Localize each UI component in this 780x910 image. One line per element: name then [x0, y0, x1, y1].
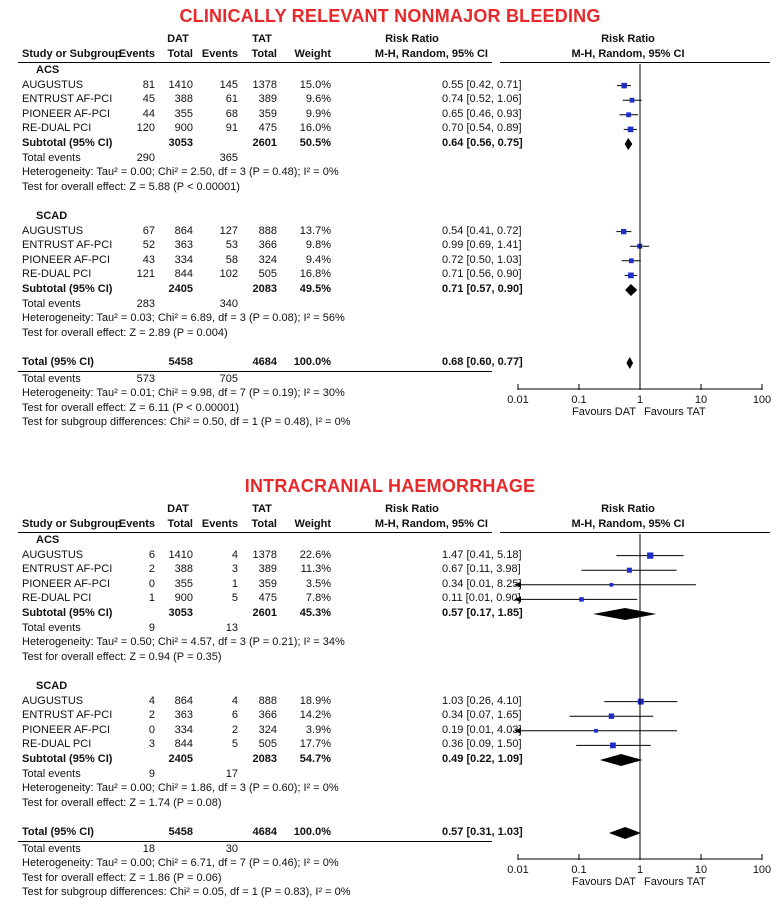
dat-events: 45	[142, 93, 155, 106]
study-weight: 7.8%	[305, 592, 331, 605]
total-events-dat: 283	[136, 297, 155, 310]
study-risk-ratio: 0.55 [0.42, 0.71]	[442, 78, 522, 91]
dat-events: 44	[142, 107, 155, 120]
total-diamond	[626, 357, 633, 369]
dat-total: 388	[174, 93, 193, 106]
dat-total: 363	[174, 239, 193, 252]
total-events-label: Total events	[22, 842, 81, 855]
study-name: AUGUSTUS	[22, 548, 84, 561]
x-tick-label: 1	[636, 394, 644, 406]
tat-total: 888	[258, 224, 277, 237]
x-tick-label: 0.1	[571, 394, 587, 406]
subtotal-dat-total: 2405	[168, 753, 193, 765]
total-events-label: Total events	[22, 621, 81, 634]
total-weight: 100.0%	[293, 356, 331, 368]
header-dat-total: Total	[167, 48, 193, 60]
subgroup-heading: ACS	[36, 534, 60, 546]
study-risk-ratio: 0.34 [0.01, 8.25]	[442, 577, 522, 590]
subtotal-tat-total: 2083	[252, 283, 277, 295]
tat-total: 1378	[252, 548, 277, 561]
header-dat-events: Events	[118, 518, 155, 530]
tat-total: 888	[258, 694, 277, 707]
study-weight: 9.9%	[305, 107, 331, 120]
dat-total: 844	[174, 738, 193, 751]
heterogeneity-text: Heterogeneity: Tau² = 0.00; Chi² = 2.50, df = 3 (P = 0.48); I² = 0%	[22, 166, 339, 179]
header-study: Study or Subgroup	[22, 48, 122, 60]
study-name: PIONEER AF-PCI	[22, 107, 111, 120]
overall-effect-text: Test for overall effect: Z = 6.11 (P < 0.00001)	[22, 401, 240, 414]
subtotal-risk-ratio: 0.64 [0.56, 0.75]	[442, 137, 523, 149]
study-name: RE-DUAL PCI	[22, 738, 92, 751]
total-label: Total (95% CI)	[22, 826, 94, 838]
study-name: ENTRUST AF-PCI	[22, 239, 113, 252]
total-label: Total (95% CI)	[22, 356, 94, 368]
tat-total: 475	[258, 592, 277, 605]
header-dat-events: Events	[118, 48, 155, 60]
study-weight: 11.3%	[300, 563, 331, 576]
study-name: ENTRUST AF-PCI	[22, 93, 113, 106]
dat-events: 2	[148, 709, 155, 722]
header-tat: TAT	[252, 33, 272, 45]
study-estimate-square	[629, 258, 634, 263]
study-weight: 15.0%	[299, 78, 331, 91]
forest-plot-svg	[0, 470, 780, 910]
subtotal-dat-total: 2405	[168, 283, 193, 295]
study-weight: 16.8%	[299, 268, 331, 281]
heterogeneity-text: Heterogeneity: Tau² = 0.50; Chi² = 4.57, df = 3 (P = 0.21); I² = 34%	[22, 636, 345, 649]
header-weight: Weight	[294, 518, 331, 530]
chart-title: CLINICALLY RELEVANT NONMAJOR BLEEDING	[179, 6, 601, 26]
study-name: AUGUSTUS	[22, 224, 84, 237]
study-risk-ratio: 0.74 [0.52, 1.06]	[442, 93, 522, 106]
study-risk-ratio: 0.70 [0.54, 0.89]	[442, 122, 522, 135]
tat-total: 324	[258, 253, 277, 266]
dat-total: 1410	[168, 78, 193, 91]
total-tat-total: 4684	[252, 826, 277, 838]
study-weight: 16.0%	[299, 122, 331, 135]
tat-total: 505	[258, 738, 277, 751]
dat-total: 334	[174, 253, 193, 266]
subtotal-tat-total: 2601	[252, 607, 277, 619]
tat-total: 366	[258, 239, 277, 252]
tat-total: 475	[258, 122, 277, 135]
forest-panel-1	[0, 0, 780, 440]
study-risk-ratio: 1.47 [0.41, 5.18]	[442, 548, 522, 561]
forest-panel-2	[0, 470, 780, 910]
tat-events: 68	[225, 107, 238, 120]
header-tat-total: Total	[251, 48, 277, 60]
tat-total: 366	[258, 709, 277, 722]
study-risk-ratio: 0.65 [0.46, 0.93]	[442, 107, 522, 120]
dat-events: 4	[148, 694, 155, 707]
dat-events: 52	[142, 239, 155, 252]
subgroup-differences-text: Test for subgroup differences: Chi² = 0.50, df = 1 (P = 0.48), I² = 0%	[22, 416, 351, 429]
header-rr-method-plot: M-H, Random, 95% CI	[571, 48, 685, 60]
tat-events: 53	[225, 239, 238, 252]
tat-total: 505	[258, 268, 277, 281]
study-weight: 9.6%	[305, 93, 331, 106]
study-estimate-square	[627, 568, 632, 573]
total-events-tat: 30	[225, 842, 238, 855]
favours-left-label: Favours DAT	[572, 876, 636, 888]
subtotal-label: Subtotal (95% CI)	[22, 753, 113, 765]
study-risk-ratio: 0.72 [0.50, 1.03]	[442, 253, 522, 266]
tat-total: 359	[258, 577, 277, 590]
dat-total: 844	[174, 268, 193, 281]
heterogeneity-text: Heterogeneity: Tau² = 0.00; Chi² = 1.86, df = 3 (P = 0.60); I² = 0%	[22, 782, 339, 795]
study-name: AUGUSTUS	[22, 694, 84, 707]
subtotal-weight: 54.7%	[299, 753, 331, 765]
tat-events: 1	[231, 577, 238, 590]
tat-total: 324	[258, 723, 277, 736]
subtotal-weight: 49.5%	[299, 283, 331, 295]
tat-events: 127	[219, 224, 238, 237]
tat-total: 389	[258, 93, 277, 106]
study-name: RE-DUAL PCI	[22, 592, 92, 605]
study-risk-ratio: 1.03 [0.26, 4.10]	[442, 694, 522, 707]
dat-events: 0	[148, 723, 155, 736]
heterogeneity-text: Heterogeneity: Tau² = 0.00; Chi² = 6.71, df = 7 (P = 0.46); I² = 0%	[22, 857, 339, 870]
tat-events: 6	[231, 709, 238, 722]
x-tick-label: 0.01	[507, 864, 529, 876]
subtotal-risk-ratio: 0.57 [0.17, 1.85]	[442, 607, 523, 619]
dat-total: 334	[174, 723, 193, 736]
subtotal-label: Subtotal (95% CI)	[22, 607, 113, 619]
study-estimate-square	[579, 597, 584, 602]
study-name: PIONEER AF-PCI	[22, 577, 111, 590]
subtotal-diamond	[625, 284, 637, 296]
study-estimate-square	[610, 743, 616, 749]
study-risk-ratio: 0.34 [0.07, 1.65]	[442, 709, 522, 722]
total-events-dat: 18	[142, 842, 155, 855]
total-tat-total: 4684	[252, 356, 277, 368]
overall-effect-text: Test for overall effect: Z = 1.86 (P = 0.06)	[22, 871, 222, 884]
subgroup-heading: SCAD	[36, 680, 68, 692]
tat-events: 5	[231, 592, 238, 605]
total-dat-total: 5458	[168, 826, 193, 838]
overall-effect-text: Test for overall effect: Z = 5.88 (P < 0.00001)	[22, 180, 240, 193]
dat-events: 6	[148, 548, 155, 561]
study-weight: 3.5%	[305, 577, 331, 590]
heterogeneity-text: Heterogeneity: Tau² = 0.01; Chi² = 9.98, df = 7 (P = 0.19); I² = 30%	[22, 387, 345, 400]
study-weight: 18.9%	[299, 694, 331, 707]
total-events-tat: 705	[219, 372, 238, 385]
forest-plot-svg	[0, 0, 780, 440]
subtotal-diamond	[625, 138, 633, 150]
header-dat: DAT	[167, 33, 189, 45]
study-estimate-square	[647, 552, 653, 558]
study-estimate-square	[621, 229, 626, 234]
header-rr-method-plot: M-H, Random, 95% CI	[571, 518, 685, 530]
study-estimate-square	[594, 729, 598, 733]
subtotal-diamond	[593, 608, 656, 620]
total-risk-ratio: 0.57 [0.31, 1.03]	[442, 826, 523, 838]
study-weight: 9.4%	[305, 253, 331, 266]
study-weight: 14.2%	[299, 709, 331, 722]
tat-events: 58	[225, 253, 238, 266]
study-estimate-square	[628, 273, 634, 279]
dat-total: 864	[174, 694, 193, 707]
x-tick-label: 1	[636, 864, 644, 876]
study-name: RE-DUAL PCI	[22, 122, 92, 135]
dat-events: 43	[142, 253, 155, 266]
x-tick-label: 0.01	[507, 394, 529, 406]
study-name: ENTRUST AF-PCI	[22, 563, 113, 576]
study-estimate-square	[609, 714, 614, 719]
subtotal-label: Subtotal (95% CI)	[22, 137, 113, 149]
tat-events: 3	[231, 563, 238, 576]
study-weight: 3.9%	[305, 723, 331, 736]
study-weight: 13.7%	[299, 224, 331, 237]
overall-effect-text: Test for overall effect: Z = 0.94 (P = 0.35)	[22, 650, 222, 663]
subtotal-risk-ratio: 0.71 [0.57, 0.90]	[442, 283, 523, 295]
tat-events: 102	[219, 268, 238, 281]
total-events-dat: 290	[136, 151, 155, 164]
overall-effect-text: Test for overall effect: Z = 2.89 (P = 0.004)	[22, 326, 228, 339]
header-tat-total: Total	[251, 518, 277, 530]
study-estimate-square	[626, 112, 631, 117]
tat-events: 5	[231, 738, 238, 751]
header-risk-ratio-plot: Risk Ratio	[601, 503, 655, 515]
study-risk-ratio: 0.19 [0.01, 4.03]	[442, 723, 522, 736]
header-risk-ratio-plot: Risk Ratio	[601, 33, 655, 45]
dat-total: 355	[174, 577, 193, 590]
header-risk-ratio: Risk Ratio	[385, 33, 439, 45]
x-tick-label: 100	[752, 394, 772, 406]
total-weight: 100.0%	[293, 826, 331, 838]
subtotal-risk-ratio: 0.49 [0.22, 1.09]	[442, 753, 523, 765]
header-dat: DAT	[167, 503, 189, 515]
dat-total: 388	[174, 563, 193, 576]
dat-total: 900	[174, 122, 193, 135]
study-estimate-square	[621, 83, 626, 88]
dat-events: 1	[148, 592, 155, 605]
total-events-tat: 365	[219, 151, 238, 164]
subtotal-label: Subtotal (95% CI)	[22, 283, 113, 295]
study-name: RE-DUAL PCI	[22, 268, 92, 281]
dat-events: 67	[142, 224, 155, 237]
header-study: Study or Subgroup	[22, 518, 122, 530]
total-events-dat: 573	[136, 372, 155, 385]
favours-right-label: Favours TAT	[644, 876, 706, 888]
total-events-dat: 9	[148, 621, 155, 634]
header-risk-ratio: Risk Ratio	[385, 503, 439, 515]
study-weight: 9.8%	[305, 239, 331, 252]
dat-total: 900	[174, 592, 193, 605]
dat-total: 864	[174, 224, 193, 237]
total-events-label: Total events	[22, 297, 81, 310]
subgroup-heading: ACS	[36, 64, 60, 76]
x-tick-label: 0.1	[571, 864, 587, 876]
total-rule	[18, 841, 492, 842]
study-weight: 22.6%	[299, 548, 331, 561]
dat-events: 81	[142, 78, 155, 91]
dat-events: 2	[148, 563, 155, 576]
dat-total: 1410	[168, 548, 193, 561]
subtotal-dat-total: 3053	[168, 607, 193, 619]
total-events-tat: 17	[225, 767, 238, 780]
total-diamond	[609, 827, 641, 839]
dat-events: 3	[148, 738, 155, 751]
study-estimate-square	[630, 98, 635, 103]
subtotal-dat-total: 3053	[168, 137, 193, 149]
total-events-label: Total events	[22, 151, 81, 164]
total-events-dat: 9	[148, 767, 155, 780]
dat-events: 121	[136, 268, 155, 281]
subtotal-weight: 45.3%	[299, 607, 331, 619]
tat-events: 2	[231, 723, 238, 736]
study-estimate-square	[638, 699, 644, 705]
x-tick-label: 10	[694, 394, 708, 406]
x-tick-label: 100	[752, 864, 772, 876]
overall-effect-text: Test for overall effect: Z = 1.74 (P = 0.08)	[22, 796, 222, 809]
subtotal-weight: 50.5%	[299, 137, 331, 149]
tat-total: 359	[258, 107, 277, 120]
study-risk-ratio: 0.11 [0.01, 0.90]	[442, 592, 521, 605]
tat-events: 91	[225, 122, 238, 135]
header-tat-events: Events	[201, 518, 238, 530]
study-name: PIONEER AF-PCI	[22, 253, 111, 266]
header-tat: TAT	[252, 503, 272, 515]
study-risk-ratio: 0.36 [0.09, 1.50]	[442, 738, 522, 751]
x-tick-label: 10	[694, 864, 708, 876]
favours-left-label: Favours DAT	[572, 406, 636, 418]
tat-total: 1378	[252, 78, 277, 91]
study-name: ENTRUST AF-PCI	[22, 709, 113, 722]
tat-events: 145	[219, 78, 238, 91]
total-dat-total: 5458	[168, 356, 193, 368]
dat-events: 120	[136, 122, 155, 135]
study-weight: 17.7%	[299, 738, 331, 751]
dat-total: 363	[174, 709, 193, 722]
study-name: AUGUSTUS	[22, 78, 84, 91]
subtotal-tat-total: 2083	[252, 753, 277, 765]
dat-events: 0	[148, 577, 155, 590]
total-rule	[18, 371, 492, 372]
total-risk-ratio: 0.68 [0.60, 0.77]	[442, 356, 523, 368]
header-dat-total: Total	[167, 518, 193, 530]
total-events-tat: 340	[219, 297, 238, 310]
header-tat-events: Events	[201, 48, 238, 60]
header-rr-method: M-H, Random, 95% CI	[374, 48, 488, 60]
subtotal-diamond	[600, 754, 642, 766]
study-name: PIONEER AF-PCI	[22, 723, 111, 736]
subtotal-tat-total: 2601	[252, 137, 277, 149]
total-events-label: Total events	[22, 767, 81, 780]
study-risk-ratio: 0.71 [0.56, 0.90]	[442, 268, 522, 281]
tat-total: 389	[258, 563, 277, 576]
study-risk-ratio: 0.67 [0.11, 3.98]	[442, 563, 521, 576]
study-estimate-square	[610, 583, 614, 587]
subgroup-heading: SCAD	[36, 210, 68, 222]
header-weight: Weight	[294, 48, 331, 60]
chart-title: INTRACRANIAL HAEMORRHAGE	[244, 476, 536, 496]
dat-total: 355	[174, 107, 193, 120]
header-rr-method: M-H, Random, 95% CI	[374, 518, 488, 530]
total-events-label: Total events	[22, 372, 81, 385]
favours-right-label: Favours TAT	[644, 406, 706, 418]
tat-events: 4	[231, 694, 238, 707]
total-events-tat: 13	[225, 621, 238, 634]
study-risk-ratio: 0.99 [0.69, 1.41]	[442, 239, 522, 252]
study-estimate-square	[628, 127, 634, 133]
heterogeneity-text: Heterogeneity: Tau² = 0.03; Chi² = 6.89, df = 3 (P = 0.08); I² = 56%	[22, 312, 345, 325]
tat-events: 61	[225, 93, 238, 106]
study-risk-ratio: 0.54 [0.41, 0.72]	[442, 224, 522, 237]
subgroup-differences-text: Test for subgroup differences: Chi² = 0.05, df = 1 (P = 0.83), I² = 0%	[22, 886, 351, 899]
tat-events: 4	[231, 548, 238, 561]
